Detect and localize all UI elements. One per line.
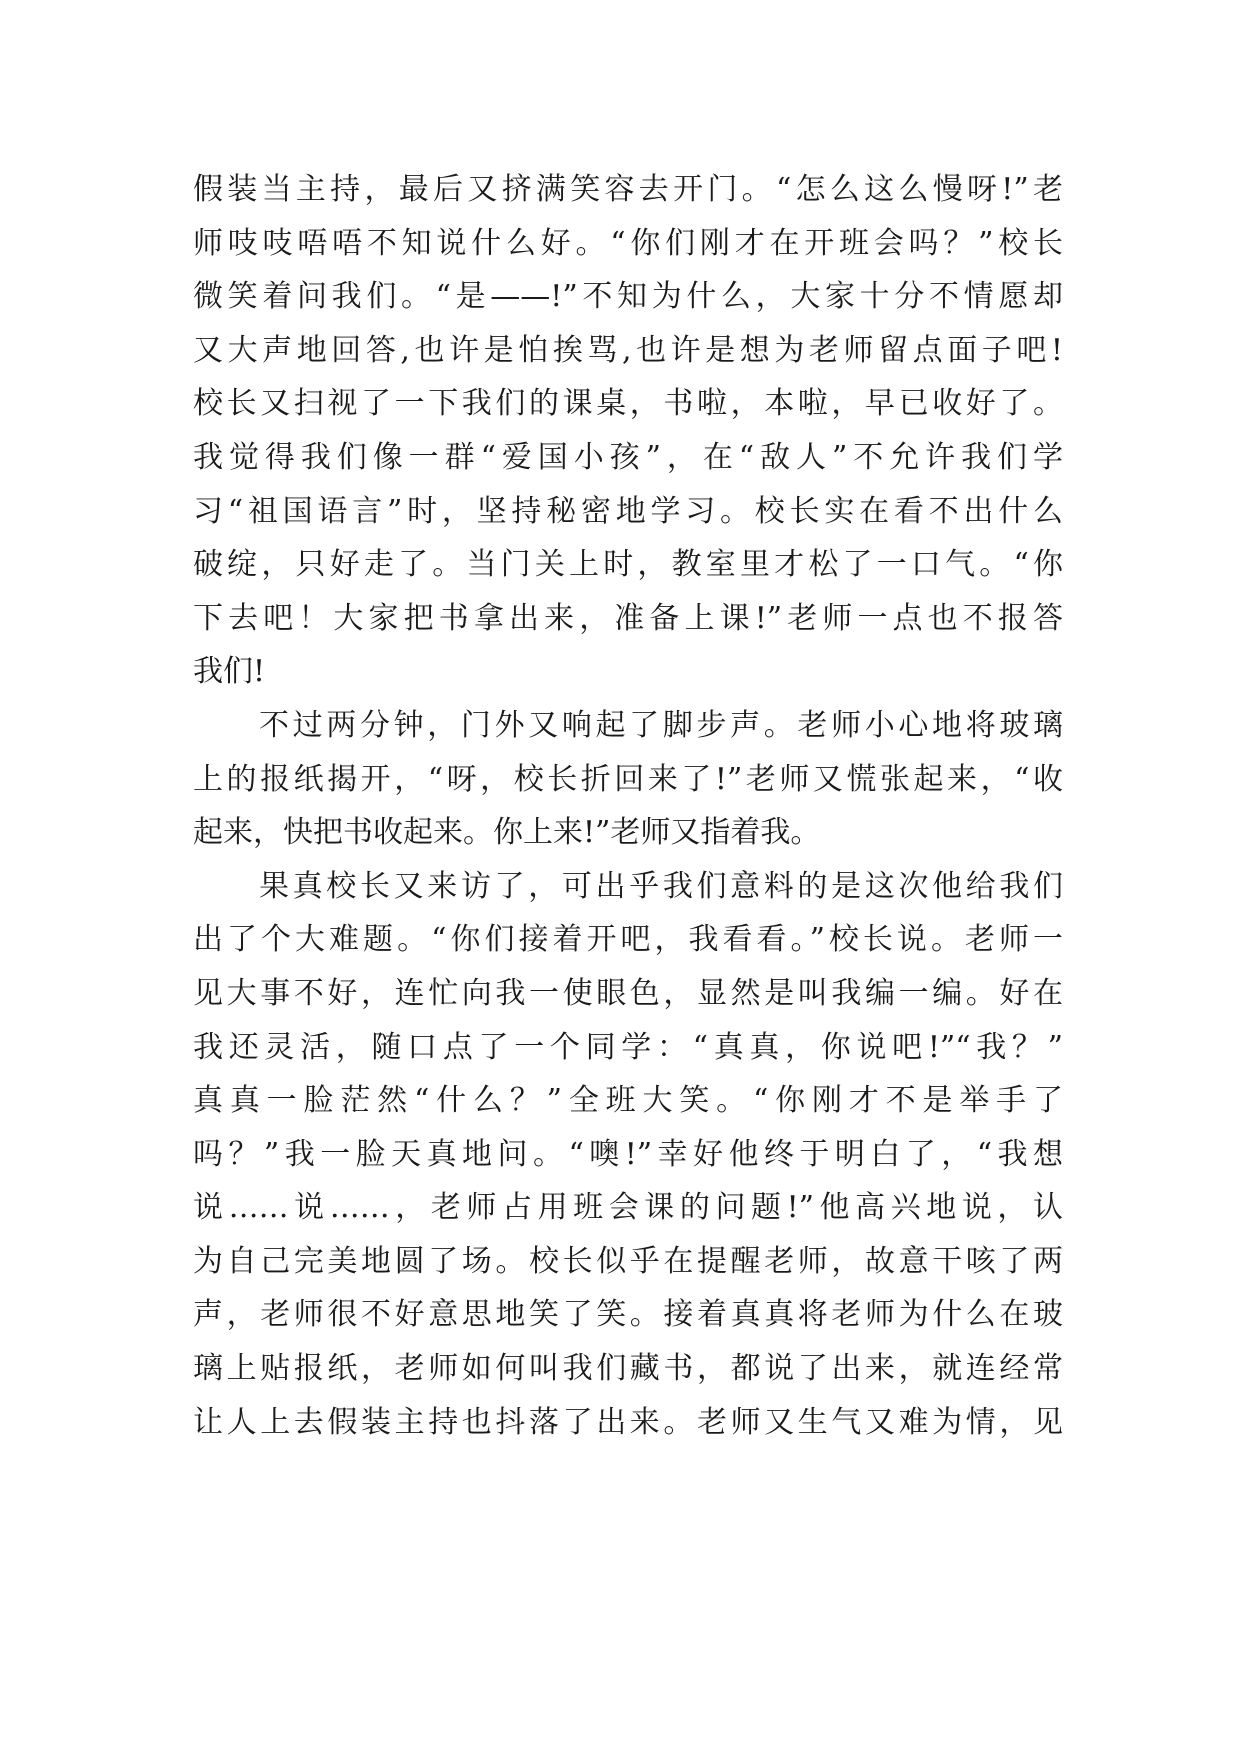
text-line: 又大声地回答,也许是怕挨骂,也许是想为老师留点面子吧! xyxy=(193,332,1063,368)
paragraph-end-line: 起来，快把书收起来。你上来!”老师又指着我。 xyxy=(193,815,821,851)
text-line: 声，老师很不好意思地笑了笑。接着真真将老师为什么在玻 xyxy=(193,1297,1063,1333)
text-line: 下去吧！大家把书拿出来，准备上课!”老师一点也不报答 xyxy=(193,600,1063,636)
text-line: 为自己完美地圆了场。校长似乎在提醒老师，故意干咳了两 xyxy=(193,1243,1063,1279)
text-line: 吗？”我一脸天真地问。“噢!”幸好他终于明白了，“我想 xyxy=(193,1136,1063,1172)
paragraph-start-line: 果真校长又来访了，可出乎我们意料的是这次他给我们 xyxy=(259,868,1063,904)
text-line: 说……说……，老师占用班会课的问题!”他高兴地说，认 xyxy=(193,1190,1063,1226)
text-line: 我觉得我们像一群“爱国小孩”，在“敌人”不允许我们学 xyxy=(193,439,1063,475)
text-line: 破绽，只好走了。当门关上时，教室里才松了一口气。“你 xyxy=(193,547,1063,583)
text-line: 见大事不好，连忙向我一使眼色，显然是叫我编一编。好在 xyxy=(193,975,1063,1011)
text-line: 真真一脸茫然“什么？”全班大笑。“你刚才不是举手了 xyxy=(193,1083,1063,1119)
text-line: 师吱吱唔唔不知说什么好。“你们刚才在开班会吗？”校长 xyxy=(193,225,1063,261)
text-line: 上的报纸揭开，“呀，校长折回来了!”老师又慌张起来，“收 xyxy=(193,761,1063,797)
text-line: 假装当主持，最后又挤满笑容去开门。“怎么这么慢呀!”老 xyxy=(193,172,1063,207)
body-text xyxy=(193,163,1063,1449)
text-line: 让人上去假装主持也抖落了出来。老师又生气又难为情，见 xyxy=(193,1404,1063,1440)
text-line: 出了个大难题。“你们接着开吧，我看看。”校长说。老师一 xyxy=(193,922,1063,958)
text-line: 校长又扫视了一下我们的课桌，书啦，本啦，早已收好了。 xyxy=(193,386,1063,422)
text-line: 璃上贴报纸，老师如何叫我们藏书，都说了出来，就连经常 xyxy=(193,1351,1063,1387)
text-line: 我还灵活，随口点了一个同学：“真真，你说吧!”“我？” xyxy=(193,1029,1063,1065)
text-line: 微笑着问我们。“是——!”不知为什么，大家十分不情愿却 xyxy=(193,279,1063,315)
paragraph-end-line: 我们! xyxy=(193,654,266,690)
text-line: 习“祖国语言”时，坚持秘密地学习。校长实在看不出什么 xyxy=(193,493,1063,529)
paragraph-start-line: 不过两分钟，门外又响起了脚步声。老师小心地将玻璃 xyxy=(259,707,1063,743)
